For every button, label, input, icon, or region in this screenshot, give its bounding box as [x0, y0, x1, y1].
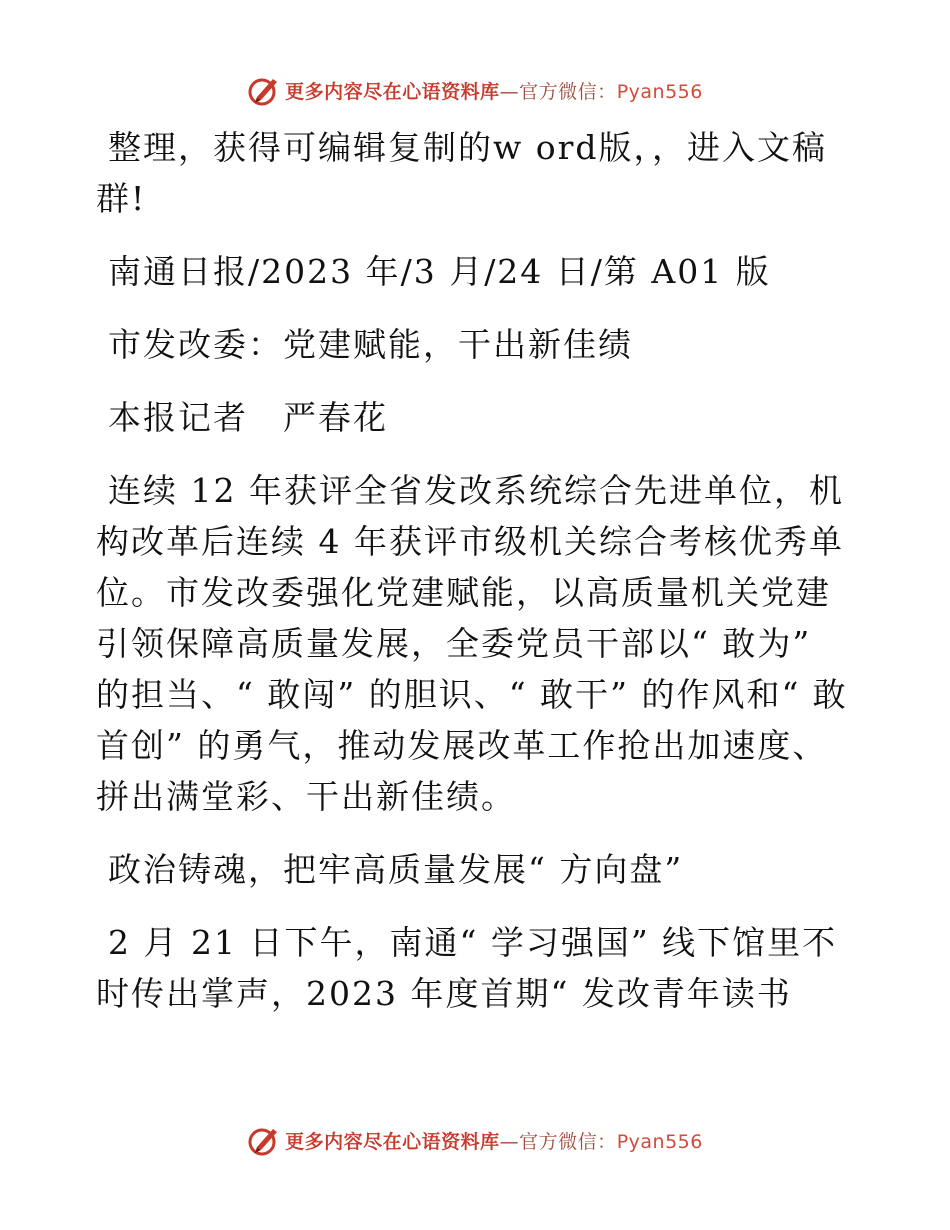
- header-watermark: [0, 70, 950, 110]
- watermark-sub: 官方微信：: [519, 1130, 617, 1153]
- paragraph-intro: 整理，获得可编辑复制的w ord版，，进入文稿群!: [96, 128, 828, 218]
- document-body: [96, 122, 856, 1041]
- watermark-main: 更多内容尽在心语资料库: [285, 80, 500, 103]
- pen-logo-icon: [247, 73, 281, 107]
- article-author: 本报记者 严春花: [108, 398, 388, 437]
- watermark-dash: —: [499, 80, 520, 103]
- footer-watermark: [0, 1120, 950, 1160]
- paragraph-body: 2 月 21 日下午，南通“ 学习强国” 线下馆里不时传出掌声，2023 年度首期“ 发改青年读书: [96, 923, 838, 1013]
- watermark-text: [285, 77, 703, 104]
- watermark-id: Pyan556: [616, 1130, 703, 1153]
- paragraph-source: 南通日报/2023 年/3 月/24 日/第 A01 版: [108, 252, 771, 291]
- watermark-dash: —: [499, 1130, 520, 1153]
- watermark-main: 更多内容尽在心语资料库: [285, 1130, 500, 1153]
- article-title: 市发改委：党建赋能，干出新佳绩: [108, 325, 633, 364]
- paragraph-lead: 连续 12 年获评全省发改系统综合先进单位，机构改革后连续 4 年获评市级机关综合考核优秀单位。市发改委强化党建赋能，以高质量机关党建引领保障高质量发展，全委党员干部以“ 敢为” 的担当、“ 敢闯” 的胆识、“ 敢干” 的作风和“ 敢首创” 的勇气，推动发展改革工作抢出加速度、拼出满堂彩、干出新佳绩。: [96, 471, 848, 816]
- watermark-sub: 官方微信：: [519, 80, 617, 103]
- section-heading: 政治铸魂，把牢高质量发展“ 方向盘”: [108, 850, 684, 889]
- watermark-id: Pyan556: [616, 80, 703, 103]
- watermark-text: [285, 1127, 703, 1154]
- pen-logo-icon: [247, 1123, 281, 1157]
